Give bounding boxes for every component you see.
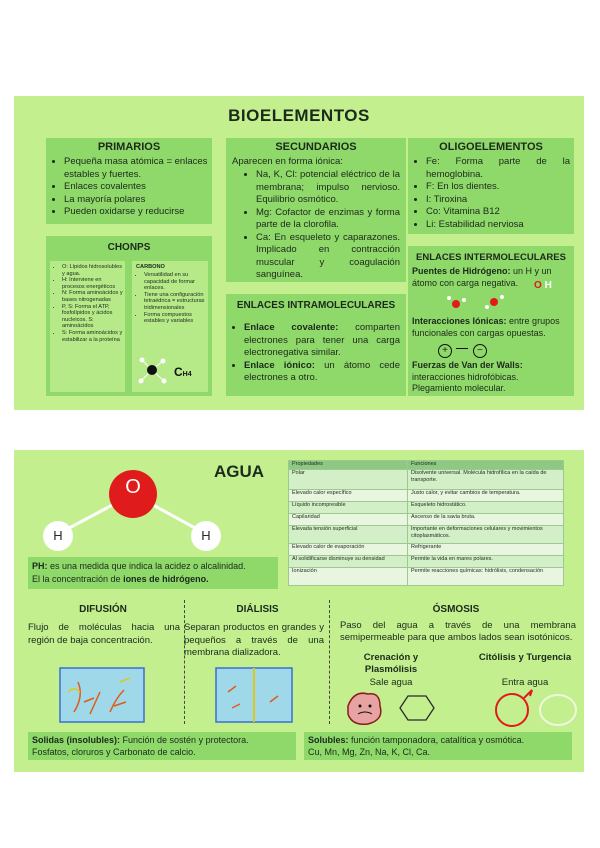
divider [329, 600, 330, 724]
list-item: • P, S: Forma el ATP, fosfolípidos y ácidos nucleicos. S: aminoácidos [62, 304, 123, 330]
list-item: • Mg: Cofactor de enzimas y forma parte de la clorofila. [256, 207, 400, 232]
table-row: Líquido incompresible Esqueleto hidrostático. [289, 502, 564, 514]
dialisis-title: DIÁLISIS [236, 604, 279, 615]
table-row: Capilaridad Ascenso de la savia bruta. [289, 514, 564, 526]
agua-card [14, 450, 584, 772]
oligoelementos-title: OLIGOELEMENTOS [439, 141, 543, 153]
interacciones-ionicas-text: Interacciones Iónicas: entre grupos funcionales con cargas opuestas. [412, 316, 560, 338]
primarios-box [46, 138, 212, 224]
citolisis-subtitle: Entra agua [501, 677, 549, 688]
table-row: Al solidificarse disminuye su densidad Permite la vida en mares polares. [289, 556, 564, 568]
oligoelementos-list [414, 156, 570, 231]
osmosis-cells-icon [334, 686, 578, 730]
crenacion-title: Crenación y Plasmólisis [363, 652, 419, 675]
chonps-box [46, 236, 212, 396]
bioelementos-card [14, 96, 584, 410]
divider [184, 600, 185, 724]
intermoleculares-title: ENLACES INTERMOLECULARES [416, 252, 566, 263]
secundarios-title: SECUNDARIOS [275, 141, 357, 153]
secundarios-list [244, 169, 400, 282]
solubles-box [304, 732, 572, 760]
chonps-title: CHONPS [107, 242, 151, 253]
list-item: • La mayoría polares [64, 194, 208, 207]
molecules-icon [444, 292, 524, 312]
list-item: • Enlaces covalentes [64, 181, 208, 194]
methane-molecule-icon [136, 353, 168, 387]
propiedades-table [288, 460, 564, 586]
table-header-cell: Funciones [408, 461, 564, 470]
carbono-panel [132, 261, 208, 392]
solidas-line-1: Solidas (insolubles): Función de sostén y protectora. [32, 735, 249, 745]
table-header-row [289, 461, 564, 470]
hydrogen-label-left: H [53, 528, 63, 543]
ionic-charges-icon: + − [438, 340, 487, 358]
list-item: • F: En los dientes. [426, 181, 570, 194]
hydrogen-label-right: H [201, 528, 211, 543]
list-item: • Li: Estabilidad nerviosa [426, 219, 570, 232]
solubles-line-2: Cu, Mn, Mg, Zn, Na, K, Cl, Ca. [308, 747, 431, 757]
solidas-line-2: Fosfatos, cloruros y Carbonato de calcio. [32, 747, 196, 757]
list-item: • Tiene una configuración tetraédrica = estructuras tridimensionales [144, 292, 206, 312]
difusion-title: DIFUSIÓN [79, 604, 127, 615]
table-row: Elevado calor específico Justo calor, y evitar cambios de temperatura. [289, 490, 564, 502]
list-item: • Pueden oxidarse y reducirse [64, 206, 208, 219]
list-item: • Enlace covalente: comparten electrones para tener una carga electronegativa similar. [244, 322, 400, 360]
list-item: • Ca: En esqueleto y caparazones. Implicado en contracción muscular y coagulación sanguínea. [256, 232, 400, 282]
list-item: • Fe: Forma parte de la hemoglobina. [426, 156, 570, 181]
list-item: • N: Forma aminoácidos y bases nitrogenadas [62, 290, 123, 303]
list-item: • O: Lípidos hidrosolubles y agua. [62, 264, 123, 277]
list-item: • Enlace iónico: un átomo cede electrones a otro. [244, 360, 400, 385]
ph-line-1: PH: es una medida que indica la acidez o alcalinidad. [32, 561, 246, 571]
difusion-text: Flujo de moléculas hacia una región de baja concentración. [28, 622, 180, 646]
list-item: • S: Forma aminoácidos y estabilizar a la proteína [62, 330, 123, 343]
solubles-line-1: Solubles: función tamponadora, catalítica y osmótica. [308, 735, 525, 745]
secundarios-intro: Aparecen en forma iónica: [232, 156, 343, 167]
bioelementos-title: BIOELEMENTOS [228, 106, 370, 125]
primarios-title: PRIMARIOS [97, 141, 161, 153]
list-item: • Co: Vitamina B12 [426, 206, 570, 219]
solidas-box [28, 732, 296, 760]
intermoleculares-box [408, 246, 574, 396]
oligoelementos-box [408, 138, 574, 234]
table-header-cell: Propiedades [289, 461, 408, 470]
intramoleculares-title: ENLACES INTRAMOLECULARES [236, 300, 396, 311]
dialisis-beaker-icon [210, 662, 298, 726]
h-bond-icon: O H [534, 280, 552, 291]
oxygen-label: O [125, 476, 141, 498]
primarios-list [52, 156, 208, 219]
osmosis-text: Paso del agua a través de una membrana semipermeable para que ambos lados sean isotónicos. [340, 620, 576, 643]
ph-box [28, 557, 278, 589]
dialisis-text: Separan productos en grandes y pequeños a través de una membrana dializadora. [184, 622, 324, 658]
table-row: Elevado calor de evaporación Refrigerante [289, 544, 564, 556]
difusion-beaker-icon [54, 662, 150, 726]
list-item: • Pequeña masa atómica = enlaces estables y fuertes. [64, 156, 208, 181]
secundarios-box [226, 138, 406, 282]
intramoleculares-box [226, 294, 406, 396]
list-item: • Versatilidad en su capacidad de formar enlaces. [144, 272, 206, 292]
chonps-left-panel [50, 261, 125, 392]
puentes-hidrogeno-text: Puentes de Hidrógeno: un H y un átomo con carga negativa. [412, 266, 552, 288]
carbono-title: CARBONO [136, 264, 165, 270]
citolisis-title: Citólisis y Turgencia [478, 652, 572, 663]
table-row: Ionización Permite reacciones químicas: hidrólisis, condensación [289, 568, 564, 586]
list-item: • Forma compuestos estables y variables [144, 312, 206, 325]
methane-formula: CH4 [174, 365, 192, 379]
table-row: Elevada tensión superficial Importante en deformaciones celulares y movimientos citoplasmáticos. [289, 526, 564, 544]
list-item: • H: Interviene en procesos energéticos [62, 277, 123, 290]
table-row: Polar Disolvente universal. Molécula hidrofílica en la caída de transporte. [289, 470, 564, 490]
list-item: • I: Tiroxina [426, 194, 570, 207]
ph-line-2: El la concentración de iones de hidrógeno. [32, 574, 209, 584]
list-item: • Na, K, Cl: potencial eléctrico de la membrana; impulso nervioso. Equilibrio osmótico. [256, 169, 400, 207]
crenacion-subtitle: Sale agua [369, 677, 413, 688]
van-der-walls-text: Fuerzas de Van der Walls: interacciones hidrofóbicas. Plegamiento molecular. [412, 360, 523, 393]
agua-title: AGUA [214, 462, 265, 481]
osmosis-title: ÓSMOSIS [432, 604, 480, 615]
